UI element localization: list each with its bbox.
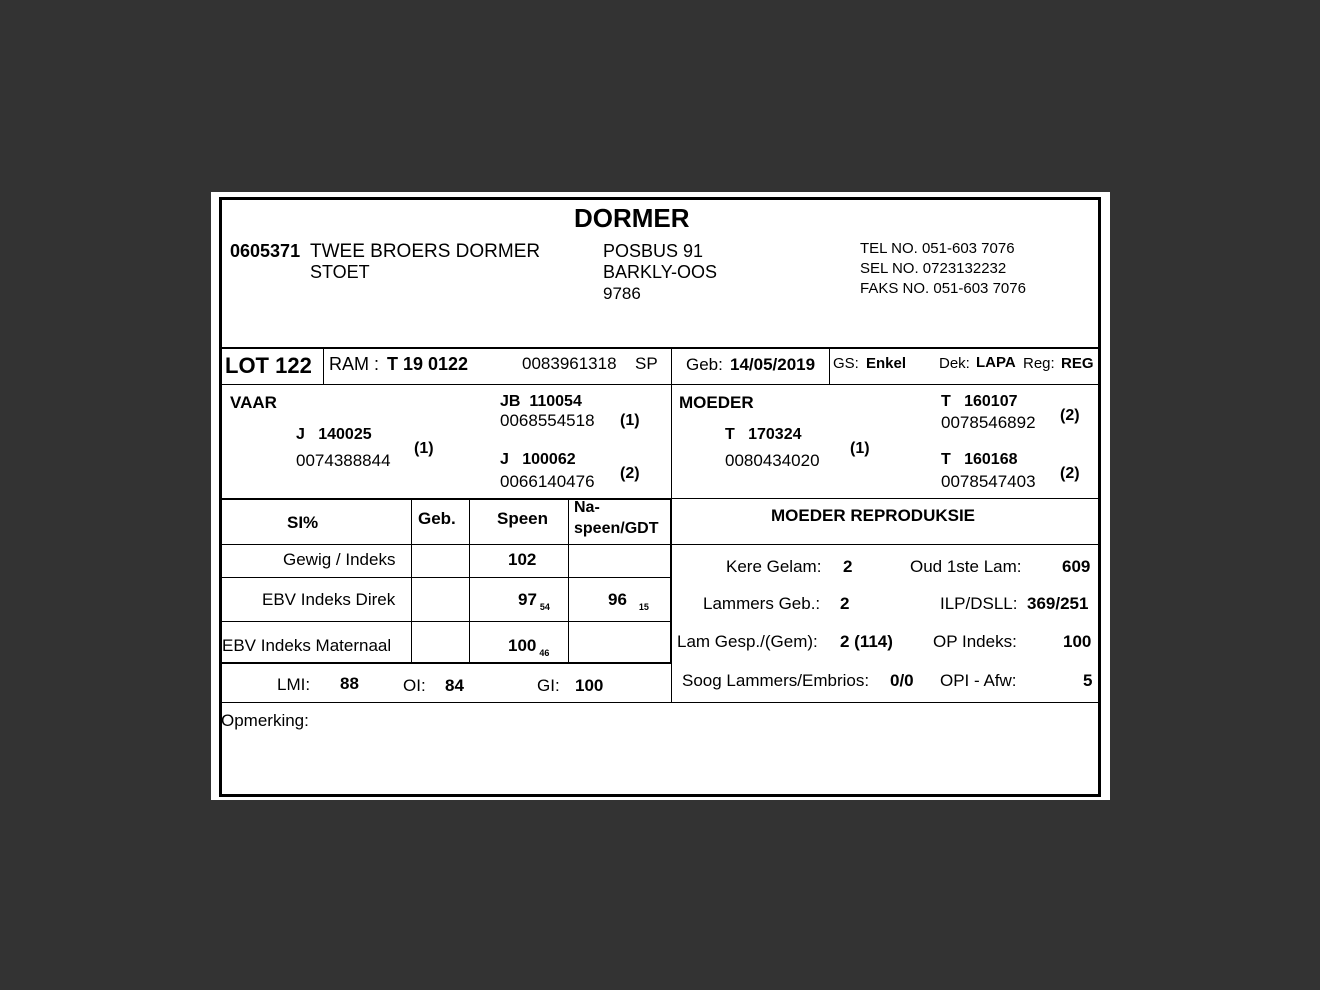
ilp-dsll-label: ILP/DSLL: [940,594,1018,613]
sire-dam-number: 0066140476 [500,472,595,491]
suckling-lambs-value: 0/0 [890,671,914,690]
op-index-label: OP Indeks: [933,632,1017,651]
address-line-1: POSBUS 91 [603,241,704,261]
sire-mark: (1) [414,440,434,457]
dam-dam-number: 0078547403 [941,472,1036,491]
si-row-3-line [219,621,671,622]
row-label-weight: Gewig / Indeks [283,550,396,569]
si-col-speen [469,499,470,663]
age-first-lamb-label: Oud 1ste Lam: [910,557,1022,576]
divider-remarks [219,702,1101,703]
row-label-ebv-maternal: EBV Indeks Maternaal [222,636,392,655]
breed-title: DORMER [574,203,690,233]
sire-dam-mark: (2) [620,465,640,482]
ilp-dsll-value: 369/251 [1027,594,1089,613]
si-row-2-line [219,577,671,578]
row-label-ebv-direct: EBV Indeks Direk [262,590,396,609]
sire-sire-number: 0068554518 [500,411,595,430]
dam-heading: MOEDER [679,393,754,412]
address-line-3: 9786 [603,284,641,303]
sire-heading: VAAR [230,393,277,412]
gs-label: GS: [833,355,859,372]
gs-value: Enkel [866,355,907,372]
stud-suffix: STOET [310,262,370,282]
times-lambed-value: 2 [843,557,853,576]
computer-number: 0083961318 [522,354,617,373]
times-lambed-label: Kere Gelam: [726,557,822,576]
ram-id: T 19 0122 [387,354,469,374]
sire-sire-mark: (1) [620,412,640,429]
si-col-naspeen [568,499,569,663]
divider-geb [671,348,672,385]
divider-gs [829,348,830,385]
dam-dam-id: T 160168 [941,451,1018,468]
si-table-top [219,498,672,500]
si-table-bottom [219,662,672,664]
ram-label: RAM : [329,354,380,374]
birth-label: Geb: [686,355,723,374]
reproduction-title: MOEDER REPRODUKSIE [771,506,976,525]
remarks-label: Opmerking: [221,711,309,730]
divider-animal [219,384,1101,385]
ebv-direct-naspeen: 96 $_{15}$ [608,590,649,612]
reg-value: REG [1061,355,1094,372]
divider-pedigree [671,385,672,499]
lot-number: LOT 122 [225,353,312,378]
fax-number: FAKS NO. 051-603 7076 [860,280,1026,297]
opi-deviation-label: OPI - Afw: [940,671,1017,690]
sire-sire-id: JB 110054 [500,393,582,410]
reproduction-title-line [672,544,1101,545]
divider-reproduction [671,499,672,702]
tel-number: TEL NO. 051-603 7076 [860,240,1015,257]
speen-header: Speen [497,509,549,528]
ebv-direct-speen: 97 $_{54}$ [518,590,550,612]
oi-label: OI: [403,676,426,695]
divider-top [219,347,1101,349]
divider-lot [323,348,324,385]
cell-number: SEL NO. 0723132232 [860,260,1007,277]
dam-sire-id: T 160107 [941,393,1018,410]
age-first-lamb-value: 609 [1062,557,1091,576]
dam-sire-number: 0078546892 [941,413,1036,432]
sire-number: 0074388844 [296,451,391,470]
dek-value: LAPA [976,354,1016,371]
birth-date: 14/05/2019 [730,355,816,374]
si-col-geb [411,499,412,663]
lmi-label: LMI: [277,675,311,694]
dam-mark: (1) [850,440,870,457]
dam-sire-mark: (2) [1060,407,1080,424]
sire-dam-id: J 100062 [500,451,576,468]
dam-id: T 170324 [725,426,802,443]
dam-number: 0080434020 [725,451,820,470]
dek-label: Dek: [939,355,970,372]
lambs-born-label: Lammers Geb.: [703,594,821,613]
gi-label: GI: [537,676,560,695]
suckling-lambs-label: Soog Lammers/Embrios: [682,671,870,690]
reg-label: Reg: [1023,355,1055,372]
stud-name: TWEE BROERS DORMER [310,241,541,262]
stud-code: 0605371 [230,241,301,261]
lambs-weaned-label: Lam Gesp./(Gem): [677,632,818,651]
ebv-maternal-speen: 100 $_{46}$ [508,636,550,658]
si-row-1-line [219,544,671,545]
dam-dam-mark: (2) [1060,465,1080,482]
oi-value: 84 [445,676,464,695]
lambs-born-value: 2 [840,594,850,613]
naspeen-header-line-1: Na- [574,499,600,516]
lambs-weaned-value: 2 (114) [840,632,893,651]
opi-deviation-value: 5 [1083,671,1093,690]
op-index-value: 100 [1063,632,1092,651]
gi-value: 100 [575,676,604,695]
geb-header: Geb. [418,509,456,528]
naspeen-header-line-2: speen/GDT [574,520,659,537]
sire-id: J 140025 [296,426,372,443]
sp-code: SP [635,354,658,373]
lmi-value: 88 [340,674,359,693]
address-line-2: BARKLY-OOS [603,262,718,282]
weight-speen: 102 [508,550,537,569]
si-header: SI% [287,513,319,532]
